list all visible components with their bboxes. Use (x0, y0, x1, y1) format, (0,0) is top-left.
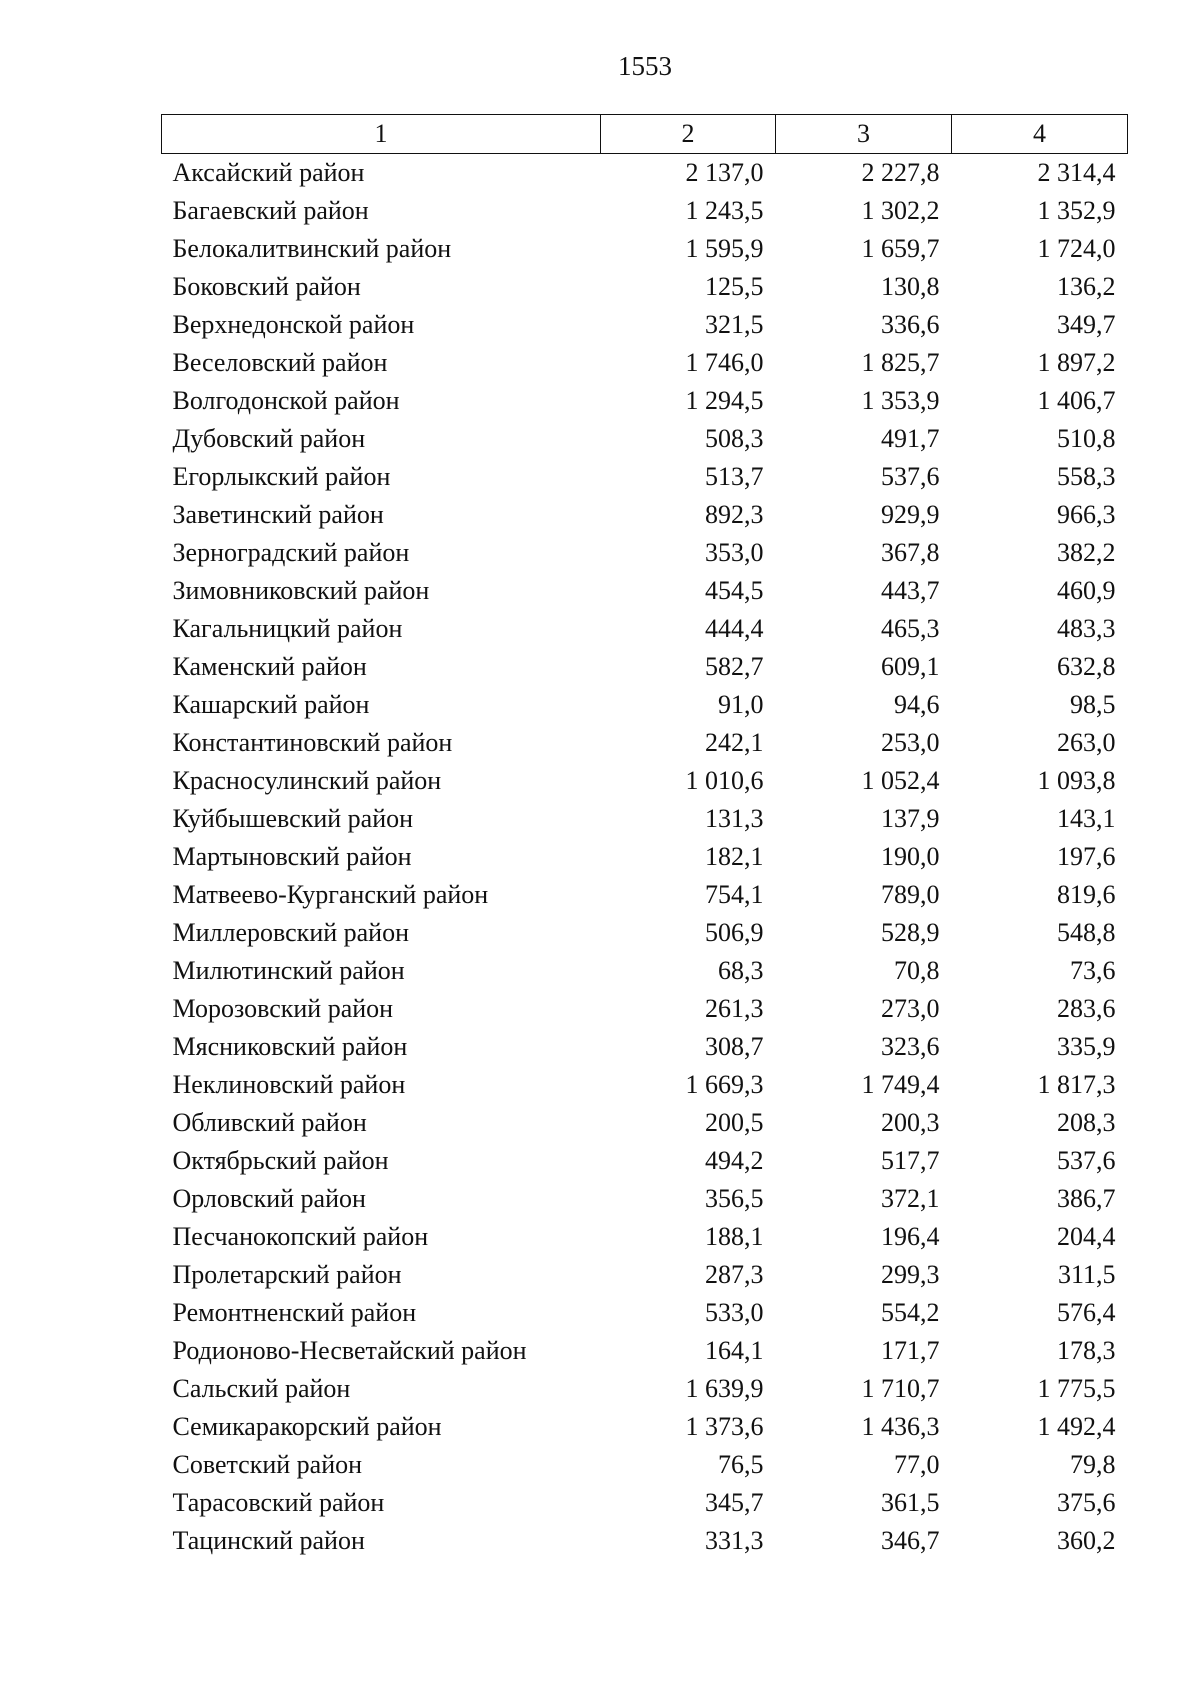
value-cell-col4: 1 093,8 (1037, 766, 1116, 795)
value-cell-col4: 2 314,4 (1037, 158, 1116, 187)
value-cell-col2: 261,3 (705, 994, 764, 1023)
table-row (162, 268, 1128, 306)
table-row (162, 990, 1128, 1028)
table-row (162, 724, 1128, 762)
value-cell-col3: 1 749,4 (861, 1070, 940, 1099)
district-name-cell: Матвеево-Курганский район (172, 880, 489, 909)
district-name-cell: Милютинский район (172, 956, 405, 985)
value-cell-col3: 372,1 (881, 1184, 940, 1213)
value-cell-col2: 345,7 (705, 1488, 764, 1517)
value-cell-col2: 76,5 (718, 1450, 764, 1479)
value-cell-col4: 1 724,0 (1037, 234, 1116, 263)
value-cell-col4: 510,8 (1057, 424, 1116, 453)
district-name-cell: Белокалитвинский район (172, 234, 452, 263)
value-cell-col2: 1 746,0 (685, 348, 764, 377)
value-cell-col3: 171,7 (881, 1336, 940, 1365)
value-cell-col2: 125,5 (705, 272, 764, 301)
value-cell-col3: 465,3 (881, 614, 940, 643)
table-row (162, 1332, 1128, 1370)
table-row (162, 458, 1128, 496)
district-name-cell: Тацинский район (172, 1526, 365, 1555)
table-row (162, 1446, 1128, 1484)
value-cell-col3: 253,0 (881, 728, 940, 757)
table-row (162, 686, 1128, 724)
value-cell-col4: 1 352,9 (1037, 196, 1116, 225)
table-row (162, 1522, 1128, 1560)
table-body (162, 154, 1128, 1561)
value-cell-col2: 582,7 (705, 652, 764, 681)
table-row (162, 1180, 1128, 1218)
table-row (162, 1484, 1128, 1522)
value-cell-col4: 819,6 (1057, 880, 1116, 909)
district-name-cell: Красносулинский район (172, 766, 442, 795)
value-cell-col2: 91,0 (718, 690, 764, 719)
district-name-cell: Куйбышевский район (172, 804, 414, 833)
value-cell-col4: 204,4 (1057, 1222, 1116, 1251)
value-cell-col3: 1 302,2 (861, 196, 940, 225)
table-row (162, 1256, 1128, 1294)
value-cell-col2: 164,1 (705, 1336, 764, 1365)
district-name-cell: Константиновский район (172, 728, 453, 757)
value-cell-col3: 200,3 (881, 1108, 940, 1137)
value-cell-col3: 299,3 (881, 1260, 940, 1289)
column-header: 2 (601, 115, 776, 154)
table-row (162, 534, 1128, 572)
value-cell-col3: 137,9 (881, 804, 940, 833)
value-cell-col3: 609,1 (881, 652, 940, 681)
value-cell-col2: 182,1 (705, 842, 764, 871)
value-cell-col2: 454,5 (705, 576, 764, 605)
district-name-cell: Аксайский район (172, 158, 365, 187)
value-cell-col3: 2 227,8 (861, 158, 940, 187)
table-row (162, 1142, 1128, 1180)
value-cell-col2: 494,2 (705, 1146, 764, 1175)
page-number: 1553 (618, 51, 672, 81)
value-cell-col4: 79,8 (1070, 1450, 1116, 1479)
value-cell-col4: 386,7 (1057, 1184, 1116, 1213)
value-cell-col3: 491,7 (881, 424, 940, 453)
table-header-row (162, 115, 1128, 154)
value-cell-col2: 242,1 (705, 728, 764, 757)
district-name-cell: Волгодонской район (172, 386, 400, 415)
district-name-cell: Верхнедонской район (172, 310, 415, 339)
district-name-cell: Веселовский район (172, 348, 388, 377)
table-row (162, 344, 1128, 382)
district-name-cell: Родионово-Несветайский район (172, 1336, 527, 1365)
table-row (162, 914, 1128, 952)
value-cell-col2: 287,3 (705, 1260, 764, 1289)
district-name-cell: Зимовниковский район (172, 576, 430, 605)
district-name-cell: Тарасовский район (172, 1488, 385, 1517)
value-cell-col2: 353,0 (705, 538, 764, 567)
value-cell-col4: 136,2 (1057, 272, 1116, 301)
value-cell-col4: 197,6 (1057, 842, 1116, 871)
value-cell-col4: 483,3 (1057, 614, 1116, 643)
value-cell-col3: 1 436,3 (861, 1412, 940, 1441)
value-cell-col2: 321,5 (705, 310, 764, 339)
value-cell-col2: 1 010,6 (685, 766, 764, 795)
table-row (162, 1294, 1128, 1332)
value-cell-col4: 537,6 (1057, 1146, 1116, 1175)
value-cell-col3: 789,0 (881, 880, 940, 909)
table-row (162, 1066, 1128, 1104)
value-cell-col3: 273,0 (881, 994, 940, 1023)
value-cell-col2: 892,3 (705, 500, 764, 529)
district-name-cell: Сальский район (172, 1374, 351, 1403)
value-cell-col2: 1 373,6 (685, 1412, 764, 1441)
district-name-cell: Боковский район (172, 272, 361, 301)
value-cell-col2: 1 595,9 (685, 234, 764, 263)
value-cell-col4: 1 817,3 (1037, 1070, 1116, 1099)
district-name-cell: Багаевский район (172, 196, 369, 225)
table-row (162, 800, 1128, 838)
district-name-cell: Зерноградский район (172, 538, 410, 567)
column-header: 4 (952, 115, 1128, 154)
value-cell-col3: 1 825,7 (861, 348, 940, 377)
district-name-cell: Советский район (172, 1450, 363, 1479)
value-cell-col4: 632,8 (1057, 652, 1116, 681)
table-row (162, 648, 1128, 686)
value-cell-col3: 70,8 (894, 956, 940, 985)
district-name-cell: Октябрьский район (172, 1146, 389, 1175)
value-cell-col4: 360,2 (1057, 1526, 1116, 1555)
value-cell-col4: 263,0 (1057, 728, 1116, 757)
value-cell-col4: 1 775,5 (1037, 1374, 1116, 1403)
value-cell-col4: 558,3 (1057, 462, 1116, 491)
value-cell-col3: 77,0 (894, 1450, 940, 1479)
value-cell-col3: 367,8 (881, 538, 940, 567)
district-name-cell: Мясниковский район (172, 1032, 408, 1061)
table-row (162, 420, 1128, 458)
district-name-cell: Каменский район (172, 652, 367, 681)
table-row (162, 154, 1128, 193)
column-header: 1 (162, 115, 601, 154)
value-cell-col4: 73,6 (1070, 956, 1116, 985)
value-cell-col3: 554,2 (881, 1298, 940, 1327)
value-cell-col3: 190,0 (881, 842, 940, 871)
value-cell-col4: 208,3 (1057, 1108, 1116, 1137)
value-cell-col4: 311,5 (1057, 1260, 1116, 1289)
district-name-cell: Кашарский район (172, 690, 370, 719)
table-row (162, 382, 1128, 420)
district-name-cell: Заветинский район (172, 500, 384, 529)
value-cell-col2: 533,0 (705, 1298, 764, 1327)
value-cell-col4: 1 492,4 (1037, 1412, 1116, 1441)
table-row (162, 230, 1128, 268)
table-row (162, 1408, 1128, 1446)
district-name-cell: Семикаракорский район (172, 1412, 442, 1441)
value-cell-col2: 1 294,5 (685, 386, 764, 415)
table-row (162, 1028, 1128, 1066)
value-cell-col2: 1 243,5 (685, 196, 764, 225)
value-cell-col3: 323,6 (881, 1032, 940, 1061)
value-cell-col3: 1 659,7 (861, 234, 940, 263)
value-cell-col4: 283,6 (1057, 994, 1116, 1023)
value-cell-col4: 335,9 (1057, 1032, 1116, 1061)
value-cell-col2: 508,3 (705, 424, 764, 453)
table-row (162, 952, 1128, 990)
value-cell-col2: 68,3 (718, 956, 764, 985)
value-cell-col3: 361,5 (881, 1488, 940, 1517)
value-cell-col3: 528,9 (881, 918, 940, 947)
value-cell-col2: 444,4 (705, 614, 764, 643)
value-cell-col4: 98,5 (1070, 690, 1116, 719)
table-row (162, 762, 1128, 800)
district-name-cell: Ремонтненский район (172, 1298, 417, 1327)
value-cell-col2: 513,7 (705, 462, 764, 491)
table-row (162, 572, 1128, 610)
district-name-cell: Пролетарский район (172, 1260, 402, 1289)
value-cell-col2: 754,1 (705, 880, 764, 909)
value-cell-col4: 178,3 (1057, 1336, 1116, 1365)
value-cell-col2: 2 137,0 (685, 158, 764, 187)
table-row (162, 876, 1128, 914)
value-cell-col3: 929,9 (881, 500, 940, 529)
district-name-cell: Кагальницкий район (172, 614, 403, 643)
district-name-cell: Миллеровский район (172, 918, 410, 947)
value-cell-col4: 1 897,2 (1037, 348, 1116, 377)
value-cell-col4: 1 406,7 (1037, 386, 1116, 415)
value-cell-col3: 1 710,7 (861, 1374, 940, 1403)
table-row (162, 496, 1128, 534)
value-cell-col2: 356,5 (705, 1184, 764, 1213)
table-row (162, 610, 1128, 648)
district-values-table (161, 114, 1128, 1560)
value-cell-col4: 966,3 (1057, 500, 1116, 529)
value-cell-col2: 1 669,3 (685, 1070, 764, 1099)
table-row (162, 1104, 1128, 1142)
value-cell-col3: 94,6 (894, 690, 940, 719)
table-row (162, 1218, 1128, 1256)
value-cell-col3: 346,7 (881, 1526, 940, 1555)
district-name-cell: Дубовский район (172, 424, 366, 453)
value-cell-col3: 1 353,9 (861, 386, 940, 415)
table-row (162, 838, 1128, 876)
value-cell-col3: 517,7 (881, 1146, 940, 1175)
district-name-cell: Морозовский район (172, 994, 394, 1023)
value-cell-col2: 331,3 (705, 1526, 764, 1555)
district-name-cell: Мартыновский район (172, 842, 412, 871)
value-cell-col3: 130,8 (881, 272, 940, 301)
value-cell-col2: 308,7 (705, 1032, 764, 1061)
value-cell-col4: 548,8 (1057, 918, 1116, 947)
value-cell-col4: 460,9 (1057, 576, 1116, 605)
value-cell-col4: 375,6 (1057, 1488, 1116, 1517)
value-cell-col2: 200,5 (705, 1108, 764, 1137)
table-row (162, 1370, 1128, 1408)
table-row (162, 192, 1128, 230)
district-name-cell: Песчанокопский район (172, 1222, 429, 1251)
district-name-cell: Обливский район (172, 1108, 367, 1137)
value-cell-col4: 382,2 (1057, 538, 1116, 567)
value-cell-col3: 443,7 (881, 576, 940, 605)
value-cell-col3: 336,6 (881, 310, 940, 339)
district-name-cell: Егорлыкский район (172, 462, 391, 491)
value-cell-col2: 131,3 (705, 804, 764, 833)
value-cell-col2: 188,1 (705, 1222, 764, 1251)
value-cell-col3: 1 052,4 (861, 766, 940, 795)
value-cell-col2: 506,9 (705, 918, 764, 947)
value-cell-col3: 537,6 (881, 462, 940, 491)
district-name-cell: Орловский район (172, 1184, 366, 1213)
value-cell-col4: 576,4 (1057, 1298, 1116, 1327)
column-header: 3 (776, 115, 952, 154)
value-cell-col4: 349,7 (1057, 310, 1116, 339)
value-cell-col3: 196,4 (881, 1222, 940, 1251)
table-row (162, 306, 1128, 344)
value-cell-col2: 1 639,9 (685, 1374, 764, 1403)
value-cell-col4: 143,1 (1057, 804, 1116, 833)
district-name-cell: Неклиновский район (172, 1070, 406, 1099)
